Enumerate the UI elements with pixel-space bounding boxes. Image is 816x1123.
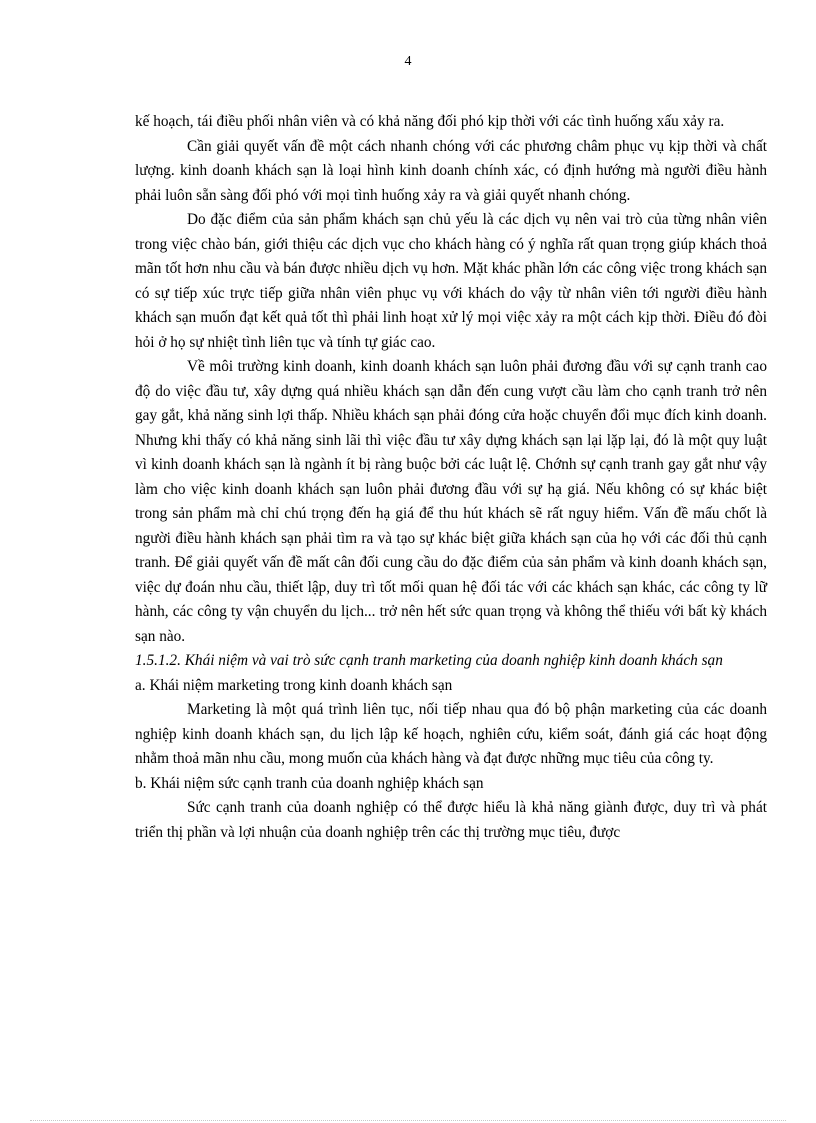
paragraph-staff-role: Do đặc điểm của sản phẩm khách sạn chủ yếu là các dịch vụ nên vai trò của từng nhân viên trong việc chào bán, giới thiệu các dịch vục cho khách hàng có ý nghĩa rất quan trọng giúp khách thoả mãn tốt hơn nhu cầu và bán được nhiều dịch vụ hơn. Mặt khác phần lớn các công việc trong khách sạn có sự tiếp xúc trực tiếp giữa nhân viên phục vụ với khách do vậy từ nhân viên tới người điều hành khách sạn muốn đạt kết quả tốt thì phải linh hoạt xử lý mọi việc xảy ra một cách kịp thời. Điều đó đòi hỏi ở họ sự nhiệt tình liên tục và tính tự giác cao. (135, 211, 767, 351)
paragraph-marketing-definition: Marketing là một quá trình liên tục, nối tiếp nhau qua đó bộ phận marketing của các doanh nghiệp kinh doanh khách sạn, du lịch lập kế hoạch, nghiên cứu, kiểm soát, đánh giá các hoạt động nhằm thoả mãn nhu cầu, mong muốn của khách hàng và đạt được những mục tiêu của công ty. (135, 701, 767, 767)
paragraph-problem-solving: Cần giải quyết vấn đề một cách nhanh chóng với các phương châm phục vụ kịp thời và chất lượng. kinh doanh khách sạn là loại hình kinh doanh chính xác, có định hướng mà người điều hành phải luôn sẵn sàng đối phó với mọi tình huống xảy ra và giải quyết nhanh chóng. (135, 137, 767, 204)
document-body (135, 110, 767, 845)
paragraph-continuation: kế hoạch, tái điều phối nhân viên và có khả năng đối phó kịp thời với các tình huống xấu xảy ra. (135, 113, 725, 130)
subheading-a: a. Khái niệm marketing trong kinh doanh khách sạn (135, 676, 453, 694)
subheading-b: b. Khái niệm sức cạnh tranh của doanh nghiệp khách sạn (135, 774, 484, 792)
page-bottom-divider (30, 1120, 786, 1121)
paragraph-competitiveness: Sức cạnh tranh của doanh nghiệp có thể được hiểu là khả năng giành được, duy trì và phát triển thị phần và lợi nhuận của doanh nghiệp trên các thị trường mục tiêu, được (135, 799, 767, 841)
page-number: 4 (404, 54, 412, 69)
section-heading: 1.5.1.2. Khái niệm và vai trò sức cạnh tranh marketing của doanh nghiệp kinh doanh khách sạn (135, 652, 723, 669)
paragraph-business-environment: Về môi trường kinh doanh, kinh doanh khách sạn luôn phải đương đầu với sự cạnh tranh cao độ do việc đầu tư, xây dựng quá nhiều khách sạn dẫn đến cung vượt cầu làm cho cạnh tranh trở nên gay gắt, khả năng sinh lợi thấp. Nhiều khách sạn phải đóng cửa hoặc chuyển đổi mục đích kinh doanh. Nhưng khi thấy có khả năng sinh lãi thì việc đầu tư xây dựng khách sạn lại lặp lại, đó là một quy luật vì kinh doanh khách sạn là ngành ít bị ràng buộc bởi các luật lệ. Chớnh sự cạnh tranh gay gắt như vậy làm cho việc kinh doanh khách sạn luôn phải đương đầu với sự hạ giá. Nếu không có sự khác biệt trong sản phẩm mà chỉ chú trọng đến hạ giá để thu hút khách sẽ rất nguy hiểm. Vấn đề mấu chốt là người điều hành khách sạn phải tìm ra và tạo sự khác biệt giữa khách sạn của họ với các đối thủ cạnh tranh. Để giải quyết vấn đề mất cân đối cung cầu do đặc điểm của sản phẩm và kinh doanh khách sạn, việc dự đoán nhu cầu, thiết lập, duy trì tốt mối quan hệ đối tác với các khách sạn khác, các công ty lữ hành, các công ty vận chuyển du lịch... trở nên hết sức quan trọng và không thể thiếu với bất kỳ khách sạn nào. (135, 358, 767, 645)
